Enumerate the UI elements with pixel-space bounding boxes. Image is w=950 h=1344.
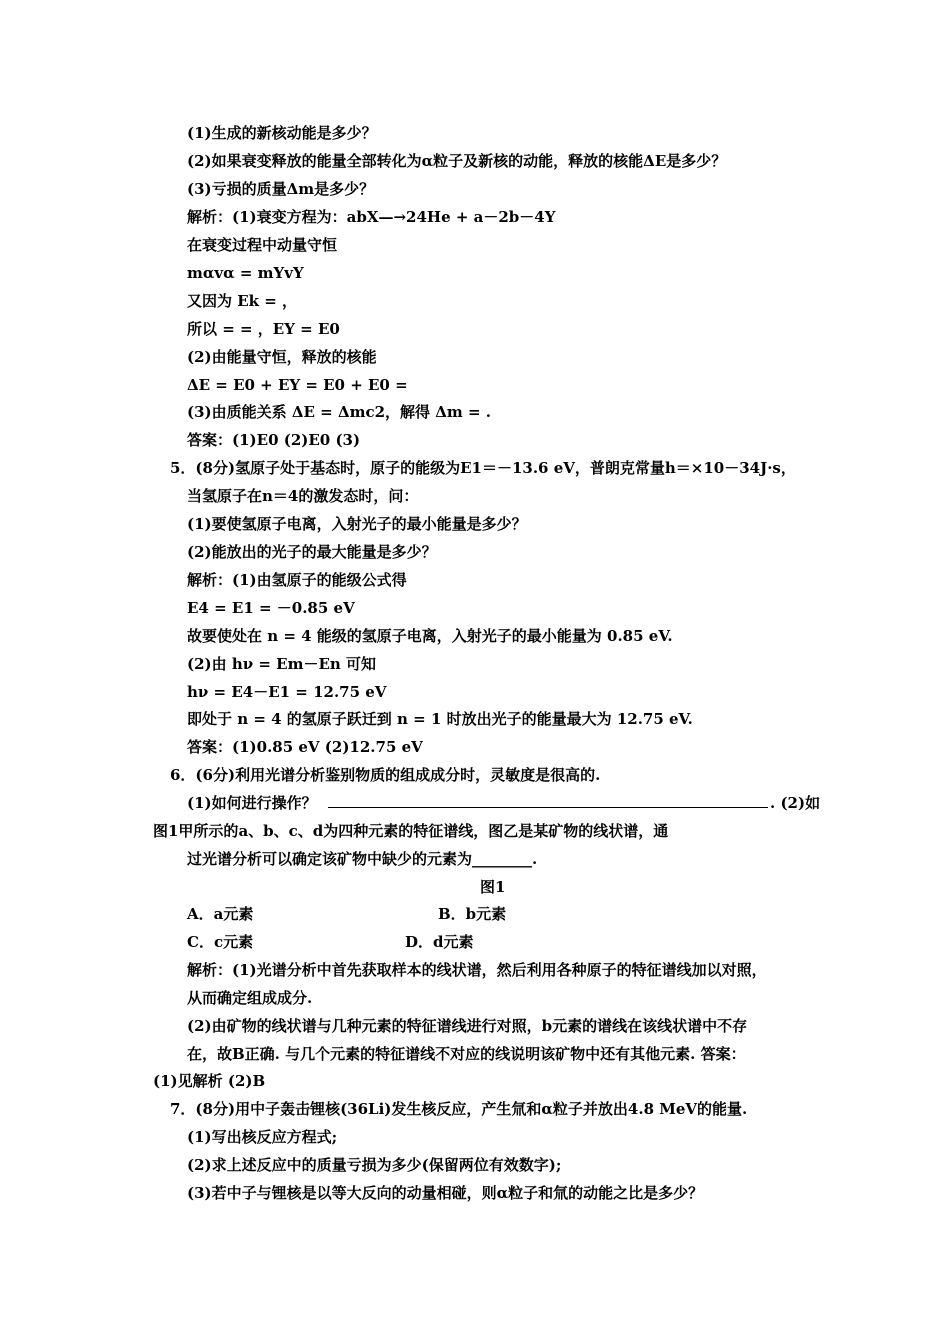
question-5: 5．(8分)氢原子处于基态时，原子的能级为E1＝－13.6 eV，普朗克常量h＝×10－34J·s， bbox=[170, 459, 796, 477]
text-line: (2)如果衰变释放的能量全部转化为α粒子及新核的动能，释放的核能ΔE是多少？ bbox=[187, 152, 727, 170]
text-line: 当氢原子在n＝4的激发态时，问： bbox=[187, 487, 419, 505]
text-line: hν = E4－E1 = 12.75 eV bbox=[187, 683, 387, 701]
text-line: (1)写出核反应方程式; bbox=[187, 1128, 338, 1146]
text-line: 解析：(1)光谱分析中首先获取样本的线状谱，然后利用各种原子的特征谱线加以对照， bbox=[187, 961, 767, 979]
option-b: B．b元素 bbox=[438, 905, 507, 923]
answer-line: 答案：(1)0.85 eV (2)12.75 eV bbox=[187, 738, 423, 756]
question-6: 6．(6分)利用光谱分析鉴别物质的组成成分时，灵敏度是很高的. bbox=[170, 766, 601, 784]
text-line: . (2)如 bbox=[770, 794, 821, 812]
text-line: 在衰变过程中动量守恒 bbox=[187, 236, 338, 254]
text-line: 解析：(1)由氢原子的能级公式得 bbox=[187, 571, 407, 589]
figure-caption: 图1 bbox=[480, 878, 506, 896]
text-line: 过光谱分析可以确定该矿物中缺少的元素为________. bbox=[187, 850, 538, 868]
text-line: (3)若中子与锂核是以等大反向的动量相碰，则α粒子和氚的动能之比是多少？ bbox=[187, 1184, 704, 1202]
text-line: 解析：(1)衰变方程为：abX—→24He + a－2b－4Y bbox=[187, 208, 556, 226]
text-line: ΔE = E0 + EY = E0 + E0 = bbox=[187, 376, 408, 394]
text-line: 即处于 n = 4 的氢原子跃迁到 n = 1 时放出光子的能量最大为 12.75 eV. bbox=[187, 710, 693, 728]
text-line: (1)生成的新核动能是多少？ bbox=[187, 124, 377, 142]
text-line: (2)由 hν = Em－En 可知 bbox=[187, 655, 377, 673]
text-line: (1)要使氢原子电离，入射光子的最小能量是多少？ bbox=[187, 515, 527, 533]
option-a: A．a元素 bbox=[187, 905, 254, 923]
question-7: 7．(8分)用中子轰击锂核(36Li)发生核反应，产生氚和α粒子并放出4.8 MeV的能量. bbox=[170, 1100, 748, 1118]
answer-line: 答案：(1)E0 (2)E0 (3) bbox=[187, 431, 361, 449]
text-line: 从而确定组成成分. bbox=[187, 989, 313, 1007]
answer-blank-line bbox=[328, 807, 768, 808]
option-c: C．c元素 bbox=[187, 933, 254, 951]
text-line: (1)如何进行操作？ bbox=[187, 794, 317, 812]
text-line: 图1甲所示的a、b、c、d为四种元素的特征谱线，图乙是某矿物的线状谱，通 bbox=[153, 822, 669, 840]
text-line: (2)由能量守恒，释放的核能 bbox=[187, 348, 377, 366]
text-line: (3)亏损的质量Δm是多少？ bbox=[187, 180, 375, 198]
text-line: mαvα = mYvY bbox=[187, 264, 304, 282]
text-line: (2)能放出的光子的最大能量是多少？ bbox=[187, 543, 437, 561]
text-line: 在，故B正确. 与几个元素的特征谱线不对应的线说明该矿物中还有其他元素. 答案： bbox=[187, 1045, 746, 1063]
text-line: 所以 = = ，EY = E0 bbox=[187, 320, 340, 338]
text-line: (3)由质能关系 ΔE = Δmc2，解得 Δm = . bbox=[187, 403, 491, 421]
text-line: 故要使处在 n = 4 能级的氢原子电离，入射光子的最小能量为 0.85 eV. bbox=[187, 627, 673, 645]
answer-line: (1)见解析 (2)B bbox=[153, 1072, 266, 1090]
text-line: (2)由矿物的线状谱与几种元素的特征谱线进行对照，b元素的谱线在该线状谱中不存 bbox=[187, 1017, 748, 1035]
text-line: 又因为 Ek = ， bbox=[187, 292, 298, 310]
text-line: E4 = E1 = －0.85 eV bbox=[187, 599, 355, 617]
option-d: D．d元素 bbox=[405, 933, 474, 951]
text-line: (2)求上述反应中的质量亏损为多少(保留两位有效数字); bbox=[187, 1156, 562, 1174]
